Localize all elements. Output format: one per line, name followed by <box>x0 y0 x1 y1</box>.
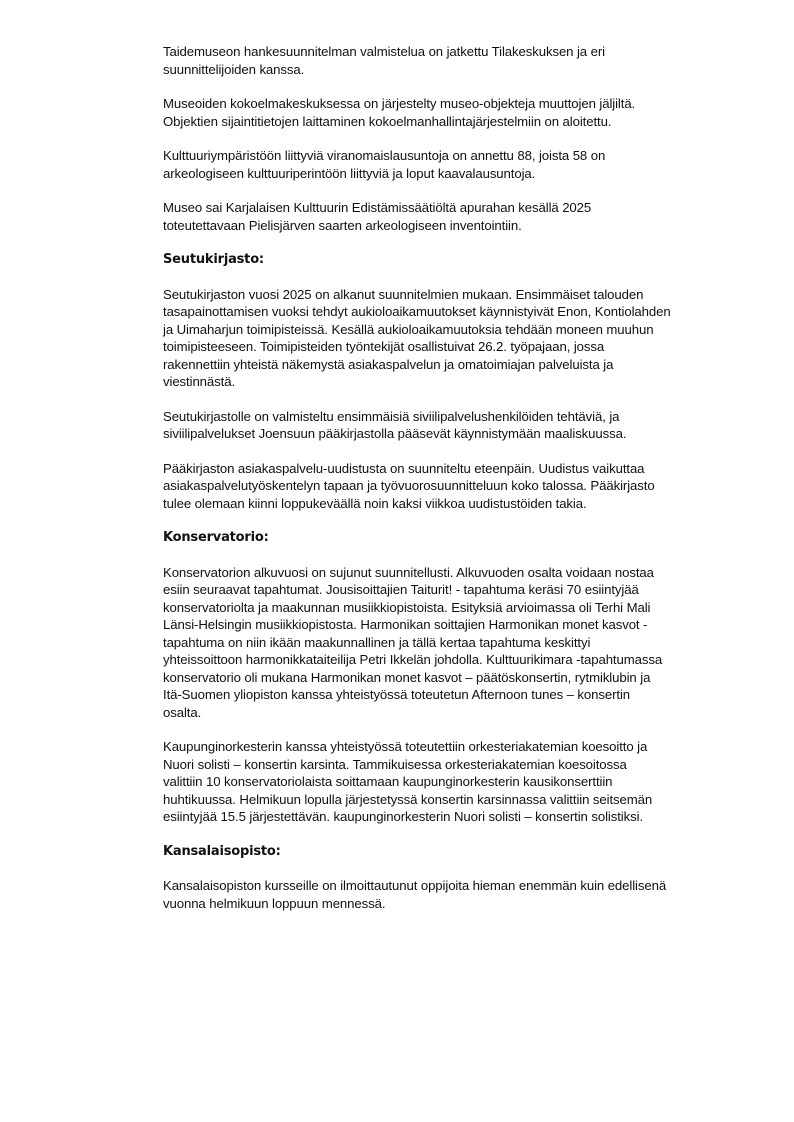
text-line: Konservatorion alkuvuosi on sujunut suunnitellusti. Alkuvuoden osalta voidaan nostaa <box>163 564 654 580</box>
text-line: Seutukirjaston vuosi 2025 on alkanut suunnitelmien mukaan. Ensimmäiset talouden <box>163 286 644 302</box>
paragraph <box>163 460 753 513</box>
text-line: arkeologiseen kulttuuriperintöön liittyviä ja loput kaavalausuntoja. <box>163 165 536 181</box>
section-heading: Seutukirjasto: <box>163 252 264 267</box>
text-line: toteutettavaan Pielisjärven saarten arkeologiseen inventointiin. <box>163 217 522 233</box>
paragraph <box>163 738 753 826</box>
text-line: tapahtuma on niin ikään maakunnallinen ja tällä kertaa tapahtuma keskittyi <box>163 634 591 650</box>
text-line: viestinnästä. <box>163 374 236 389</box>
text-line: Museoiden kokoelmakeskuksessa on järjestelty museo-objekteja muuttojen jäljiltä. <box>163 96 636 111</box>
text-line: yhteissoittoon harmonikkataiteilija Petri Ikkelän johdolla. Kulttuurikimara -tapahtumassa <box>163 652 663 667</box>
text-line: tulee olemaan kiinni loppukeväällä noin kaksi viikkoa uudistustöiden takia. <box>163 495 587 511</box>
paragraph <box>163 564 753 722</box>
paragraph <box>163 286 753 391</box>
text-line: ja Uimaharjun toimipisteissä. Kesällä aukioloaikamuutoksia tehdään moneen muuhun <box>163 321 654 337</box>
text-line: valittiin 10 konservatoriolaista soittamaan kaupunginorkesterin kausikonserttiin <box>163 774 613 789</box>
section <box>163 251 753 512</box>
text-line: Itä-Suomen yliopiston kanssa yhteistyössä toteutetun Afternoon tunes – konsertin <box>163 687 631 702</box>
text-line: Taidemuseon hankesuunnitelman valmistelua on jatkettu Tilakeskuksen ja eri <box>163 44 605 59</box>
paragraph <box>163 408 753 443</box>
text-line: Kaupunginorkesterin kanssa yhteistyössä toteutettiin orkesteriakatemian koesoitto ja <box>163 739 648 754</box>
section <box>163 529 753 826</box>
text-line: asiakaspalvelutyöskentelyn tapaan ja työvuorosuunnitteluun koko talossa. Pääkirjasto <box>163 478 655 493</box>
text-line: osalta. <box>163 704 202 720</box>
text-line: Pääkirjaston asiakaspalvelu-uudistusta on suunniteltu eteenpäin. Uudistus vaikuttaa <box>163 460 645 476</box>
text-line: huhtikuussa. Helmikuun lopulla järjestetyssä konsertin karsinnassa valittiin seitsemän <box>163 791 653 807</box>
text-line: Kulttuuriympäristöön liittyviä viranomaislausuntoja on annettu 88, joista 58 on <box>163 148 606 163</box>
section-heading: Konservatorio: <box>163 530 269 545</box>
text-line: esiintyjää 15.5 järjestettävän. kaupunginorkesterin Nuori solisti – konsertin solistiksi. <box>163 809 644 824</box>
paragraph <box>163 147 753 182</box>
text-line: esiin seuraavat tapahtumat. Jousisoittajien Taiturit! - tapahtuma keräsi 70 esiintyjää <box>163 582 639 597</box>
text-line: Objektien sijaintitietojen laittaminen kokoelmanhallintajärjestelmiin on aloitettu. <box>163 113 612 129</box>
paragraph <box>163 43 753 78</box>
section <box>163 43 753 234</box>
text-line: Länsi-Helsingin musiikkiopistosta. Harmonikan soittajien Harmonikan monet kasvot - <box>163 617 648 632</box>
text-line: vuonna helmikuun loppuun mennessä. <box>163 895 386 911</box>
text-line: tasapainottamisen vuoksi tehdyt aukioloaikamuutokset käynnistyivät Enon, Kontiolahden <box>163 304 671 319</box>
paragraph <box>163 95 753 130</box>
text-line: toimipisteeseen. Toimipisteiden työntekijät osallistuivat 26.2. työpajaan, jossa <box>163 339 605 354</box>
text-line: konservatoriolta ja maakunnan musiikkiopistoista. Esityksiä arvioimassa oli Terhi Mali <box>163 599 651 615</box>
text-line: Museo sai Karjalaisen Kulttuurin Edistämissäätiöltä apurahan kesällä 2025 <box>163 200 592 215</box>
text-line: rakennettiin yhteistä näkemystä asiakaspalvelun ja omatoimiajan palveluista ja <box>163 356 614 372</box>
text-line: suunnittelijoiden kanssa. <box>163 61 305 77</box>
document-page <box>163 43 753 929</box>
section <box>163 843 753 913</box>
text-line: Kansalaisopiston kursseille on ilmoittautunut oppijoita hieman enemmän kuin edellisenä <box>163 878 667 893</box>
paragraph <box>163 199 753 234</box>
text-line: Nuori solisti – konsertin karsinta. Tammikuisessa orkesteriakatemian koesoitossa <box>163 756 627 772</box>
text-line: konservatorio oli mukana Harmonikan monet kasvot – päätöskonsertin, rytmiklubin ja <box>163 669 651 685</box>
text-line: Seutukirjastolle on valmisteltu ensimmäisiä siviilipalvelushenkilöiden tehtäviä, ja <box>163 408 620 424</box>
text-line: siviilipalvelukset Joensuun pääkirjastolla pääsevät käynnistymään maaliskuussa. <box>163 426 627 441</box>
section-heading: Kansalaisopisto: <box>163 843 281 859</box>
paragraph <box>163 877 753 912</box>
